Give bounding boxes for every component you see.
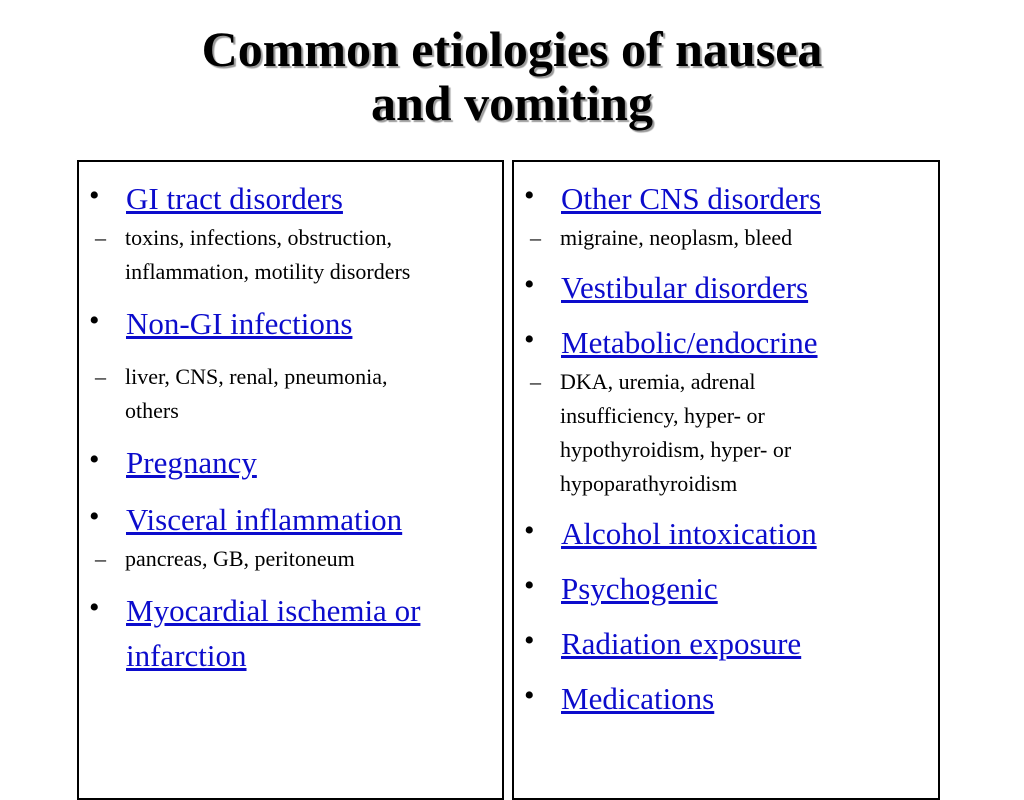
sub-item	[79, 542, 425, 576]
sub-list	[530, 221, 938, 255]
sub-list	[95, 221, 502, 289]
slide-title-line-2: and vomiting	[370, 75, 653, 131]
topic-link[interactable]: Non-GI infections	[126, 306, 353, 341]
bullet-icon: •	[524, 679, 535, 712]
topic-link[interactable]: Vestibular disorders	[561, 270, 809, 305]
topic-link[interactable]: Medications	[561, 681, 715, 716]
list-item-metabolic-endocrine	[514, 320, 938, 501]
list-item-vestibular-disorders	[514, 265, 938, 310]
bullet-icon: •	[524, 624, 535, 657]
list-item-other-cns-disorders	[514, 176, 938, 255]
bullet-icon: •	[89, 443, 100, 476]
sub-item	[79, 221, 425, 289]
topic-link[interactable]: Radiation exposure	[561, 626, 802, 661]
topic-link[interactable]: Visceral inflammation	[126, 502, 403, 537]
sub-item	[79, 360, 425, 428]
bullet-icon: •	[524, 569, 535, 602]
sub-list	[95, 360, 502, 428]
bullet-icon: •	[89, 304, 100, 337]
sub-item	[514, 365, 870, 501]
sub-item-text: migraine, neoplasm, bleed	[560, 225, 793, 250]
dash-icon: –	[530, 369, 541, 394]
sub-item-text: toxins, infections, obstruction, inflammation, motility disorders	[125, 225, 411, 284]
bullet-icon: •	[89, 179, 100, 212]
topic-link[interactable]: Alcohol intoxication	[561, 516, 817, 551]
bullet-icon: •	[524, 179, 535, 212]
list-item-myocardial-ischemia-or-infarction	[79, 588, 502, 678]
topic-link[interactable]: Other CNS disorders	[561, 181, 822, 216]
list-item-radiation-exposure	[514, 621, 938, 666]
sub-item-text: pancreas, GB, peritoneum	[125, 546, 355, 571]
slide-title	[0, 22, 1024, 130]
bullet-icon: •	[89, 591, 100, 624]
list-item-alcohol-intoxication	[514, 511, 938, 556]
topic-link[interactable]: Metabolic/endocrine	[561, 325, 818, 360]
dash-icon: –	[95, 225, 106, 250]
list-item-psychogenic	[514, 566, 938, 611]
list-item-gi-tract-disorders	[79, 176, 502, 289]
sub-item	[514, 221, 870, 255]
left-column-box	[77, 160, 504, 800]
sub-list	[530, 365, 938, 501]
right-column-box	[512, 160, 940, 800]
topic-link[interactable]: GI tract disorders	[126, 181, 343, 216]
dash-icon: –	[530, 225, 541, 250]
list-item-pregnancy	[79, 440, 502, 485]
sub-list	[95, 542, 502, 576]
slide-title-line-1: Common etiologies of nausea	[201, 21, 823, 77]
left-bullet-list	[79, 162, 502, 678]
dash-icon: –	[95, 546, 106, 571]
topic-link[interactable]: Psychogenic	[561, 571, 718, 606]
list-item-visceral-inflammation	[79, 497, 502, 576]
dash-icon: –	[95, 364, 106, 389]
list-item-non-gi-infections	[79, 301, 502, 428]
right-bullet-list	[514, 162, 938, 721]
bullet-icon: •	[524, 323, 535, 356]
bullet-icon: •	[524, 514, 535, 547]
topic-link[interactable]: Myocardial ischemia or infarction	[126, 593, 421, 673]
bullet-icon: •	[524, 268, 535, 301]
sub-item-text: liver, CNS, renal, pneumonia, others	[125, 364, 388, 423]
topic-link[interactable]: Pregnancy	[126, 445, 257, 480]
list-item-medications	[514, 676, 938, 721]
bullet-icon: •	[89, 500, 100, 533]
sub-item-text: DKA, uremia, adrenal insufficiency, hyper- or hypothyroidism, hyper- or hypoparathyroidism	[560, 369, 792, 496]
